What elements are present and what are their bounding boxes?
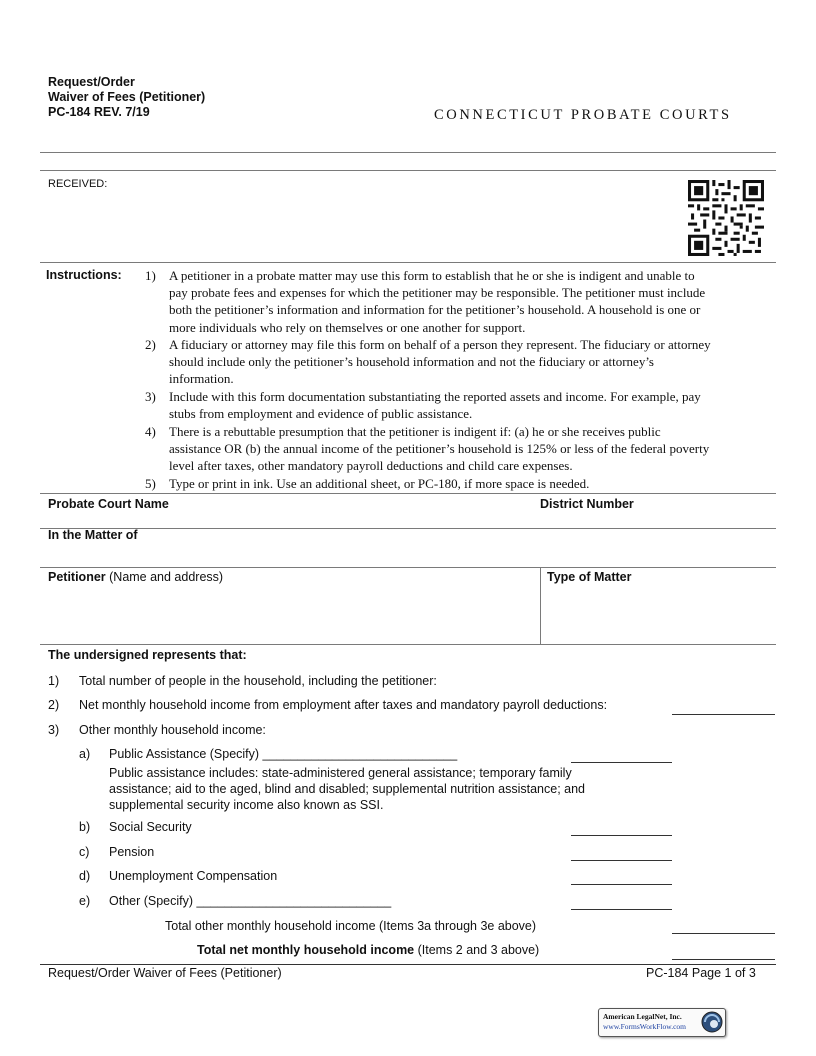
instruction-line: should include only the petitioner’s household information and not the fiduciary or attorney’s: [169, 354, 654, 370]
unemployment-field[interactable]: [571, 884, 672, 885]
petitioner-label: [48, 570, 223, 584]
petitioner-hint: (Name and address): [105, 570, 224, 584]
total-net-income-label: [197, 943, 539, 957]
district-number-field[interactable]: [540, 512, 770, 526]
received-label: RECEIVED:: [48, 178, 108, 190]
instruction-number: 2): [145, 337, 156, 352]
instruction-line: level after taxes, other mandatory payroll deductions and child care expenses.: [169, 458, 573, 474]
footer-page-number: PC-184 Page 1 of 3: [646, 966, 756, 980]
petitioner-column-divider: [540, 567, 541, 644]
instruction-line: A petitioner in a probate matter may use this form to establish that he or she is indigent and unable to: [169, 268, 695, 283]
other-specify-label: Other (Specify) ____________________________: [109, 894, 392, 908]
instruction-line: more individuals who rely on themselves or one another for support.: [169, 319, 526, 335]
probate-court-name-field[interactable]: [48, 512, 528, 526]
instruction-number: 5): [145, 476, 156, 491]
item-number: 2): [48, 698, 60, 712]
sub-item-letter: b): [79, 820, 91, 834]
district-number-label: District Number: [540, 497, 634, 511]
instruction-item: [169, 423, 709, 475]
instruction-line: A fiduciary or attorney may file this form on behalf of a person they represent. The fiduciary or attorney: [169, 337, 711, 352]
instruction-item: [169, 475, 589, 492]
instruction-line: Type or print in ink. Use an additional sheet, or PC-180, if more space is needed.: [169, 476, 590, 491]
instruction-number: 3): [145, 389, 156, 404]
social-security-field[interactable]: [571, 835, 672, 836]
note-line: assistance; aid to the aged, blind and disabled; supplemental nutrition assistance; and: [109, 782, 586, 796]
footer-divider: [40, 964, 776, 965]
total-other-income-field[interactable]: [672, 933, 775, 934]
petitioner-label-text: Petitioner: [48, 570, 106, 584]
sub-item-letter: e): [79, 894, 91, 908]
household-count-label: Total number of people in the household, including the petitioner:: [79, 674, 437, 688]
form-number: PC-184 REV. 7/19: [48, 105, 150, 119]
instruction-item: [169, 388, 701, 422]
instruction-line: Include with this form documentation substantiating the reported assets and income. For example, pay: [169, 389, 701, 404]
note-line: Public assistance includes: state-administered general assistance; temporary family: [109, 766, 572, 780]
form-type: Request/Order: [48, 75, 135, 89]
pension-field[interactable]: [571, 860, 672, 861]
instruction-line: stubs from employment and evidence of public assistance.: [169, 406, 473, 422]
globe-icon: [701, 1011, 723, 1033]
publisher-name: American LegalNet, Inc.: [603, 1012, 682, 1021]
unemployment-label: Unemployment Compensation: [109, 869, 278, 883]
total-net-income-rest: (Items 2 and 3 above): [414, 943, 540, 957]
instruction-line: pay probate fees and expenses for which the petitioner may be responsible. The petitioner must include: [169, 285, 706, 301]
instructions-top-divider: [40, 262, 776, 263]
item-number: 1): [48, 674, 60, 688]
public-assistance-field[interactable]: [571, 762, 672, 763]
item-number: 3): [48, 723, 60, 737]
in-the-matter-of-field[interactable]: [48, 545, 768, 563]
sub-item-letter: d): [79, 869, 91, 883]
instruction-item: [169, 336, 711, 388]
public-assistance-label: Public Assistance (Specify) ____________________________: [109, 747, 458, 761]
instruction-number: 4): [145, 424, 156, 439]
represents-divider: [40, 644, 776, 645]
type-of-matter-label: Type of Matter: [547, 570, 632, 584]
instruction-line: There is a rebuttable presumption that the petitioner is indigent if: (a) he or she receives public: [169, 424, 661, 439]
net-employment-income-field[interactable]: [672, 714, 775, 715]
net-employment-income-label: Net monthly household income from employment after taxes and mandatory payroll deductions:: [79, 698, 608, 712]
type-of-matter-field[interactable]: [547, 588, 769, 640]
total-other-income-label: Total other monthly household income (Items 3a through 3e above): [165, 919, 537, 933]
public-assistance-note: [109, 765, 585, 813]
sub-item-letter: a): [79, 747, 91, 761]
in-the-matter-of-label: In the Matter of: [48, 528, 138, 542]
probate-court-name-label: Probate Court Name: [48, 497, 169, 511]
petitioner-divider: [40, 567, 776, 568]
total-net-income-field[interactable]: [672, 959, 775, 960]
instructions-label: Instructions:: [46, 268, 122, 282]
other-specify-field[interactable]: [571, 909, 672, 910]
petitioner-field[interactable]: [48, 588, 533, 640]
court-name: CONNECTICUT PROBATE COURTS: [434, 107, 732, 123]
instruction-line: assistance OR (b) the annual income of the petitioner’s household is 125% or less of the federal poverty: [169, 441, 710, 457]
publisher-logo: [598, 1008, 726, 1037]
instruction-number: 1): [145, 268, 156, 283]
total-net-income-bold: Total net monthly household income: [197, 943, 415, 957]
form-title: Waiver of Fees (Petitioner): [48, 90, 206, 104]
header-divider: [40, 152, 776, 153]
note-line: supplemental security income also known as SSI.: [109, 798, 384, 812]
matter-divider: [40, 528, 776, 529]
publisher-url: www.FormsWorkFlow.com: [603, 1022, 687, 1031]
instruction-item: [169, 267, 705, 336]
pension-label: Pension: [109, 845, 155, 859]
court-section-divider: [40, 493, 776, 494]
represents-heading: The undersigned represents that:: [48, 648, 247, 662]
other-income-label: Other monthly household income:: [79, 723, 266, 737]
instruction-line: information.: [169, 371, 234, 387]
sub-item-letter: c): [79, 845, 90, 859]
qr-code-icon: [688, 180, 764, 256]
instruction-line: both the petitioner’s information and information for the petitioner’s household. A household is one or: [169, 302, 701, 318]
footer-form-title: Request/Order Waiver of Fees (Petitioner): [48, 966, 282, 980]
received-top-divider: [40, 170, 776, 171]
social-security-label: Social Security: [109, 820, 192, 834]
